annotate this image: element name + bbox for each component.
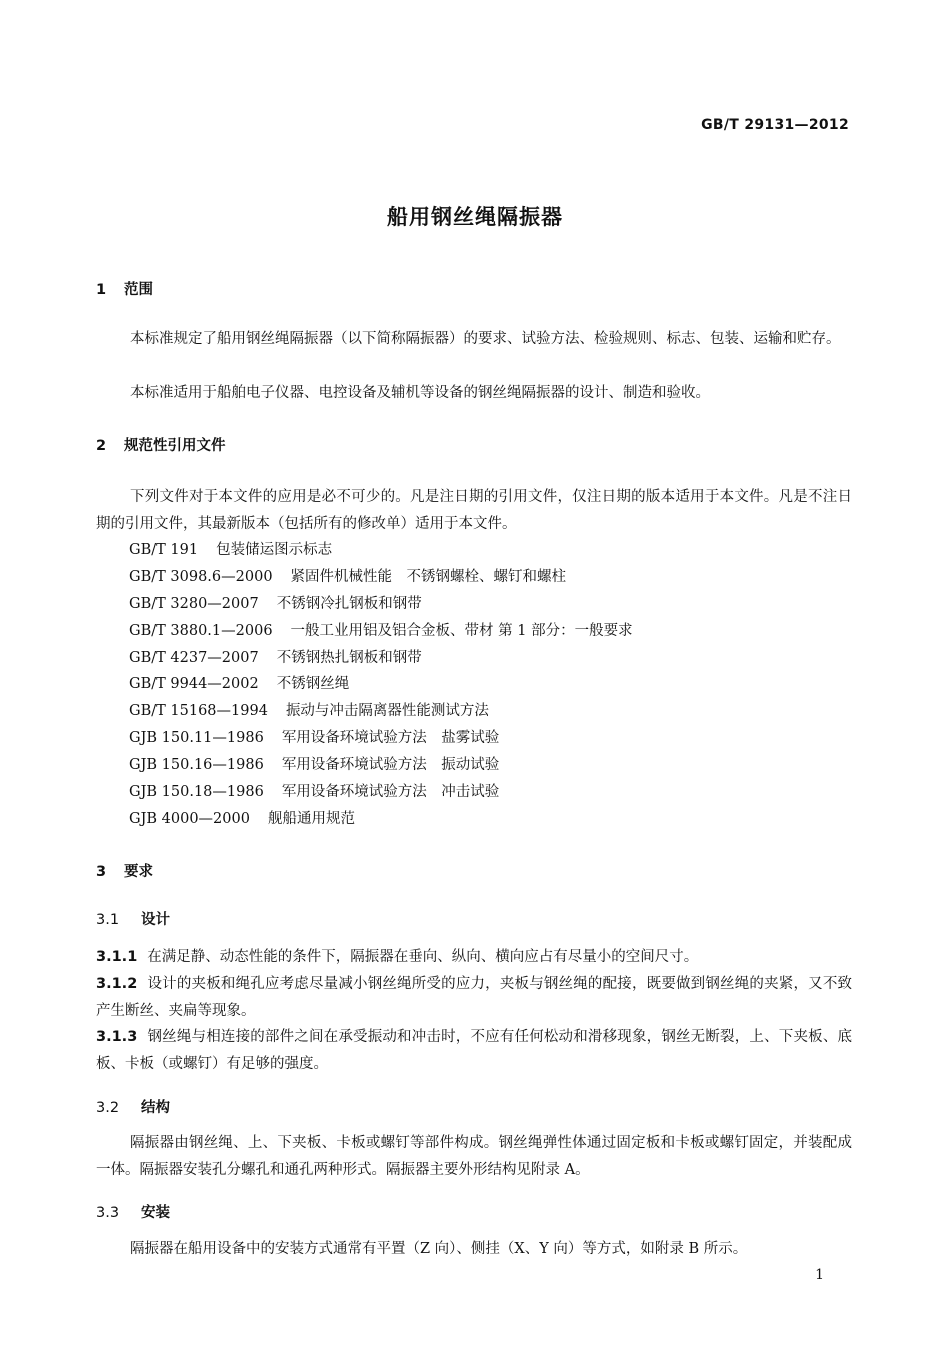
- reference-title: 不锈钢丝绳: [276, 676, 350, 693]
- reference-code: GB/T 3280—2007: [129, 595, 259, 612]
- reference-title: 军用设备环境试验方法 振动试验: [281, 757, 500, 774]
- section-2-intro: 下列文件对于本文件的应用是必不可少的。凡是注日期的引用文件，仅注日期的版本适用于本文件。凡是不注日期的引用文件，其最新版本（包括所有的修改单）适用于本文件。: [96, 489, 852, 532]
- standard-number: GB/T 29131—2012: [701, 117, 849, 133]
- reference-title: 紧固件机械性能 不锈钢螺栓、螺钉和螺柱: [290, 568, 567, 585]
- reference-title: 不锈钢冷扎钢板和钢带: [276, 595, 422, 612]
- page-number: 1: [815, 1267, 824, 1283]
- reference-code: GJB 150.16—1986: [129, 757, 264, 774]
- reference-code: GB/T 15168—1994: [129, 703, 268, 720]
- reference-item: [129, 591, 633, 618]
- section-1-heading: [96, 278, 153, 299]
- section-number: 1: [96, 282, 107, 298]
- subsection-title: 结构: [141, 1100, 170, 1116]
- section-3-1-heading: [96, 908, 170, 929]
- clause-3-1-1: [96, 944, 852, 971]
- reference-code: GJB 150.11—1986: [129, 730, 264, 747]
- section-3-3-heading: [96, 1201, 170, 1222]
- clause-text: 设计的夹板和绳孔应考虑尽量减小钢丝绳所受的应力，夹板与钢丝绳的配接，既要做到钢丝绳的夹紧，又不致产生断丝、夹扁等现象。: [96, 976, 852, 1019]
- reference-item: [129, 752, 633, 779]
- clause-3-1-2: [96, 971, 852, 1025]
- reference-title: 一般工业用铝及铝合金板、带材 第 1 部分：一般要求: [290, 622, 633, 639]
- subsection-number: 3.1: [96, 912, 120, 928]
- clause-text: 在满足静、动态性能的条件下，隔振器在垂向、纵向、横向应占有尽量小的空间尺寸。: [147, 949, 699, 965]
- reference-item: [129, 671, 633, 698]
- section-number: 2: [96, 438, 107, 454]
- reference-title: 不锈钢热扎钢板和钢带: [276, 649, 422, 666]
- reference-item: [129, 564, 633, 591]
- reference-item: [129, 645, 633, 672]
- reference-code: GB/T 3098.6—2000: [129, 568, 273, 585]
- clause-number: 3.1.1: [96, 949, 138, 965]
- section-3-3-text: 隔振器在船用设备中的安装方式通常有平置（Z 向）、侧挂（X、Y 向）等方式，如附录 B 所示。: [130, 1241, 748, 1257]
- reference-code: GB/T 9944—2002: [129, 676, 259, 693]
- subsection-title: 安装: [141, 1205, 170, 1221]
- section-3-2-text: 隔振器由钢丝绳、上、下夹板、卡板或螺钉等部件构成。钢丝绳弹性体通过固定板和卡板或螺钉固定，并装配成一体。隔振器安装孔分螺孔和通孔两种形式。隔振器主要外形结构见附录 A。: [96, 1135, 852, 1178]
- section-title: 范围: [124, 282, 153, 298]
- reference-item: [129, 725, 633, 752]
- subsection-number: 3.2: [96, 1100, 120, 1116]
- section-3-heading: [96, 860, 153, 881]
- section-1-paragraph-1: 本标准规定了船用钢丝绳隔振器（以下简称隔振器）的要求、试验方法、检验规则、标志、包装、运输和贮存。: [130, 331, 841, 347]
- reference-item: [129, 779, 633, 806]
- clause-number: 3.1.3: [96, 1029, 138, 1045]
- reference-title: 振动与冲击隔离器性能测试方法: [285, 703, 489, 720]
- reference-item: [129, 806, 633, 833]
- subsection-number: 3.3: [96, 1205, 120, 1221]
- reference-code: GB/T 4237—2007: [129, 649, 259, 666]
- reference-list: [129, 537, 633, 833]
- clause-number: 3.1.2: [96, 976, 138, 992]
- subsection-title: 设计: [141, 912, 170, 928]
- section-1-paragraph-2: 本标准适用于船舶电子仪器、电控设备及辅机等设备的钢丝绳隔振器的设计、制造和验收。: [130, 385, 710, 401]
- reference-title: 舰船通用规范: [267, 810, 355, 827]
- section-title: 要求: [124, 864, 153, 880]
- section-2-heading: [96, 434, 226, 455]
- reference-title: 军用设备环境试验方法 冲击试验: [281, 784, 500, 801]
- reference-item: [129, 698, 633, 725]
- reference-code: GJB 150.18—1986: [129, 784, 264, 801]
- reference-item: [129, 618, 633, 645]
- section-title: 规范性引用文件: [124, 438, 226, 454]
- reference-title: 军用设备环境试验方法 盐雾试验: [281, 730, 500, 747]
- section-3-2-heading: [96, 1096, 170, 1117]
- document-title: 船用钢丝绳隔振器: [387, 205, 563, 229]
- reference-title: 包装储运图示标志: [216, 542, 333, 558]
- reference-item: [129, 537, 633, 564]
- clause-3-1-3: [96, 1024, 852, 1078]
- clause-text: 钢丝绳与相连接的部件之间在承受振动和冲击时，不应有任何松动和滑移现象，钢丝无断裂，上、下夹板、底板、卡板（或螺钉）有足够的强度。: [96, 1029, 852, 1072]
- reference-code: GJB 4000—2000: [129, 810, 250, 827]
- section-number: 3: [96, 864, 107, 880]
- reference-code: GB/T 3880.1—2006: [129, 622, 273, 639]
- reference-code: GB/T 191: [129, 542, 199, 558]
